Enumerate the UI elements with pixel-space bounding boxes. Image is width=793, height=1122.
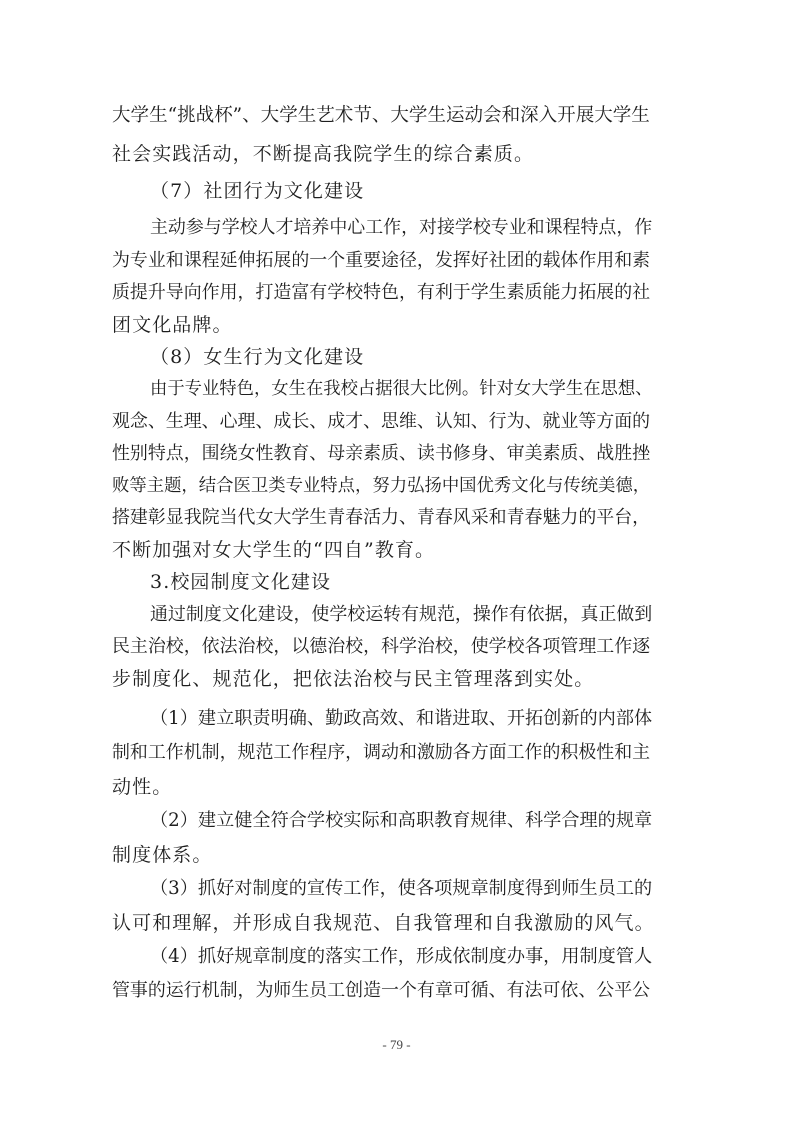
text-line: （4）抓好规章制度的落实工作，形成依制度办事，用制度管人 <box>150 946 653 967</box>
section-heading: 3.校园制度文化建设 <box>150 571 332 593</box>
text-line: 管事的运行机制，为师生员工创造一个有章可循、有法可依、公平公 <box>112 980 651 1001</box>
text-line: 社会实践活动，不断提高我院学生的综合素质。 <box>112 143 535 165</box>
text-line: 搭建彰显我院当代女大学生青春活力、青春风采和青春魅力的平台， <box>112 507 651 528</box>
text-line: （1）建立职责明确、勤政高效、和谐进取、开拓创新的内部体 <box>150 708 653 729</box>
page-number: - 79 - <box>382 1037 411 1052</box>
text-line: 质提升导向作用，打造富有学校特色，有利于学生素质能力拓展的社 <box>112 282 651 303</box>
text-line: 步制度化、规范化，把依法治校与民主管理落到实处。 <box>112 668 595 690</box>
text-line: 制度体系。 <box>112 844 213 866</box>
section-heading: （8）女生行为文化建设 <box>150 346 365 368</box>
text-line: 败等主题，结合医卫类专业特点，努力弘扬中国优秀文化与传统美德， <box>112 476 651 496</box>
text-line: （2）建立健全符合学校实际和高职教育规律、科学合理的规章 <box>150 810 653 831</box>
text-line: 大学生“挑战杯”、大学生艺术节、大学生运动会和深入开展大学生 <box>112 105 650 126</box>
text-line: 由于专业特色，女生在我校占据很大比例。针对女大学生在思想、 <box>150 379 653 399</box>
text-line: 通过制度文化建设，使学校运转有规范，操作有依据，真正做到 <box>150 604 653 625</box>
text-line: 主动参与学校人才培养中心工作，对接学校专业和课程特点，作 <box>150 217 653 238</box>
text-line: 团文化品牌。 <box>112 314 233 336</box>
text-line: （3）抓好对制度的宣传工作，使各项规章制度得到师生员工的 <box>150 878 653 899</box>
section-heading: （7）社团行为文化建设 <box>150 180 365 202</box>
text-line: 为专业和课程延伸拓展的一个重要途径，发挥好社团的载体作用和素 <box>112 250 651 271</box>
text-line: 动性。 <box>112 776 173 798</box>
text-line: 观念、生理、心理、成长、成才、思维、认知、行为、就业等方面的 <box>112 411 651 432</box>
text-line: 不断加强对女大学生的“四自”教育。 <box>112 539 436 561</box>
text-line: 认可和理解，并形成自我规范、自我管理和自我激励的风气。 <box>112 912 655 934</box>
text-line: 民主治校，依法治校，以德治校，科学治校，使学校各项管理工作逐 <box>112 636 651 657</box>
text-line: 性别特点，围绕女性教育、母亲素质、读书修身、审美素质、战胜挫 <box>112 443 651 464</box>
text-line: 制和工作机制，规范工作程序，调动和激励各方面工作的积极性和主 <box>112 742 651 763</box>
